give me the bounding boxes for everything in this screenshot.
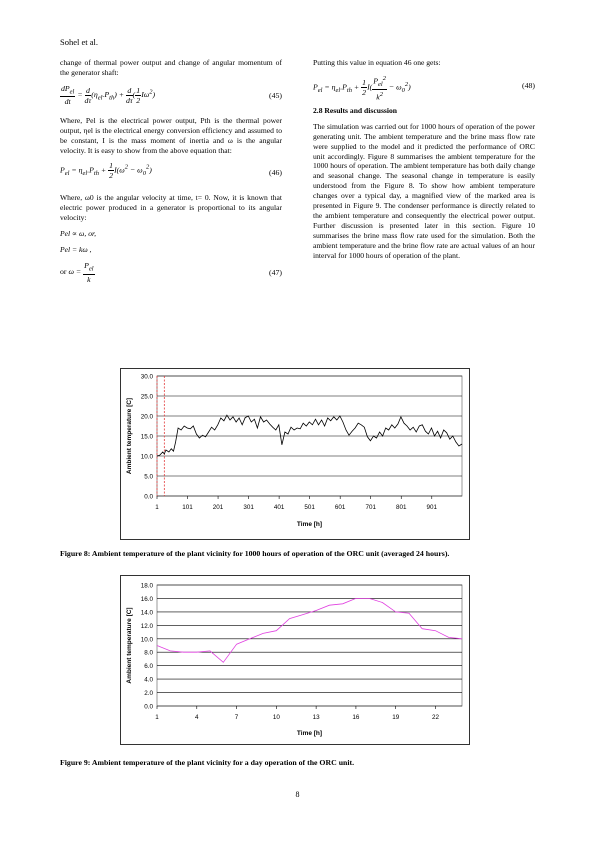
- x-tick-label: 7: [234, 714, 239, 721]
- left-para-3: Where, ω0 is the angular velocity at time, t= 0. Now, it is known that electric power produced in a generator is proportional to its angular velocity:: [60, 193, 282, 223]
- figure-9-caption: Figure 9: Ambient temperature of the plant vicinity for a day operation of the ORC unit.: [60, 758, 355, 767]
- x-tick-label: 10: [272, 714, 280, 721]
- right-para-2: The simulation was carried out for 1000 hours of operation of the power generating unit. The ambient temperature and the brine mass flow rate were supplied to the model and it predicted the performance of ORC unit accordingly. Figure 8 summarises the ambient temperature for the 1000 hours of operation. The ambient temperature has both daily change and seasonal change. The seasonal change in temperature is easily understood from the Figure 8. To show how ambient temperature changes over a typical day, a magnified view of the marked area is presented in Figure 9. The condenser performance is directly related to the ambient temperature and consequently the electrical power output. Further discussion is presented later in this section. Figure 10 summarises the brine mass flow rate used for the simulation. Both the ambient temperature and the brine flow rate are actual values of an hour interval for 1000 hours of operation of the plant.: [313, 121, 535, 260]
- x-tick-label: 801: [395, 504, 407, 511]
- x-tick-label: 1: [155, 504, 159, 511]
- x-tick-label: 16: [352, 714, 360, 721]
- y-tick-label: 0.0: [144, 703, 153, 711]
- y-tick-label: 12.0: [140, 622, 153, 630]
- figure-8-caption: Figure 8: Ambient temperature of the plant vicinity for 1000 hours of operation of the ORC unit (averaged 24 hours).: [60, 549, 450, 558]
- y-tick-label: 4.0: [144, 676, 153, 684]
- x-tick-label: 201: [212, 504, 224, 511]
- plot-area: [157, 585, 462, 706]
- x-tick-label: 4: [195, 714, 199, 721]
- y-tick-label: 14.0: [140, 609, 153, 617]
- y-tick-label: 5.0: [144, 473, 153, 481]
- equation-47-number: (47): [269, 267, 282, 277]
- equation-46: $P_{el} = \eta_{el}.P_{th}$ + $\frac{1}{2}$ $I(\omega^2 - \omega_0^2)$ (46): [60, 161, 282, 181]
- equation-47: or ω = $\frac{P_{el}}{k}$ (47): [60, 260, 282, 284]
- x-tick-label: 501: [304, 504, 315, 511]
- y-tick-label: 10.0: [140, 453, 153, 461]
- y-tick-label: 16.0: [140, 595, 153, 603]
- y-tick-label: 6.0: [144, 663, 153, 671]
- x-tick-label: 19: [392, 714, 400, 721]
- equation-48: $P_{el} = \eta_{el}.P_{th}$ + $\frac{1}{2}$ I( $\frac{P_{el}^2}{k^2}$ − $\omega_0^2$) (48): [313, 74, 535, 102]
- x-tick-label: 901: [426, 504, 438, 511]
- y-tick-label: 20.0: [140, 413, 153, 421]
- y-tick-label: 18.0: [140, 582, 153, 590]
- y-tick-label: 8.0: [144, 649, 153, 657]
- equation-45: $\frac{dP_{el}}{dt}$ = $\frac{d}{d\tau}$ $(\eta_{el}.P_{th})$ + $\frac{d}{d\tau}$ ( $\frac{1}{2}$ $I\omega^2$) (45): [61, 83, 282, 107]
- y-tick-label: 0.0: [144, 493, 153, 501]
- y-tick-label: 15.0: [140, 433, 153, 441]
- y-tick-label: 2.0: [144, 690, 153, 698]
- right-column: [313, 58, 535, 267]
- x-axis-label: Time [h]: [296, 730, 323, 737]
- relation-1: Pel ∝ ω, or,: [60, 229, 97, 239]
- x-tick-label: 22: [431, 714, 439, 721]
- figure-9-chart: [120, 575, 470, 745]
- y-axis-label: Ambient temperature [C]: [126, 397, 133, 475]
- y-axis-label: Ambient temperature [C]: [126, 607, 133, 684]
- x-tick-label: 101: [182, 504, 193, 511]
- relation-3-prefix: or: [60, 267, 67, 277]
- x-tick-label: 301: [243, 504, 254, 511]
- running-head: Sohel et al.: [60, 37, 99, 47]
- y-tick-label: 30.0: [140, 373, 153, 381]
- right-para-1: Putting this value in equation 46 one gets:: [313, 58, 441, 67]
- figure-8-chart: [120, 368, 470, 540]
- x-tick-label: 701: [365, 504, 376, 511]
- x-tick-label: 13: [312, 714, 320, 721]
- y-tick-label: 10.0: [140, 636, 153, 644]
- left-para-1: change of thermal power output and change of angular momentum of the generator shaft:: [60, 58, 282, 77]
- equation-45-number: (45): [269, 90, 282, 100]
- y-tick-label: 25.0: [140, 393, 153, 401]
- equation-48-number: (48): [522, 80, 535, 90]
- left-para-2: Where, Pel is the electrical power output, Pth is the thermal power output, ηel is the electrical energy conversion efficiency and assumed to be constant, I is the mass moment of inertia and ω is the angular velocity. It is easy to show from the above equation that:: [60, 115, 282, 155]
- x-tick-label: 601: [334, 504, 346, 511]
- x-axis-label: Time [h]: [296, 521, 323, 528]
- relation-2: Pel = kω ,: [60, 245, 92, 255]
- left-column: [60, 58, 282, 293]
- section-heading: 2.8 Results and discussion: [313, 105, 397, 115]
- page-number: 8: [295, 790, 300, 799]
- x-tick-label: 1: [155, 714, 159, 721]
- equation-46-number: (46): [269, 168, 282, 178]
- x-tick-label: 401: [273, 504, 285, 511]
